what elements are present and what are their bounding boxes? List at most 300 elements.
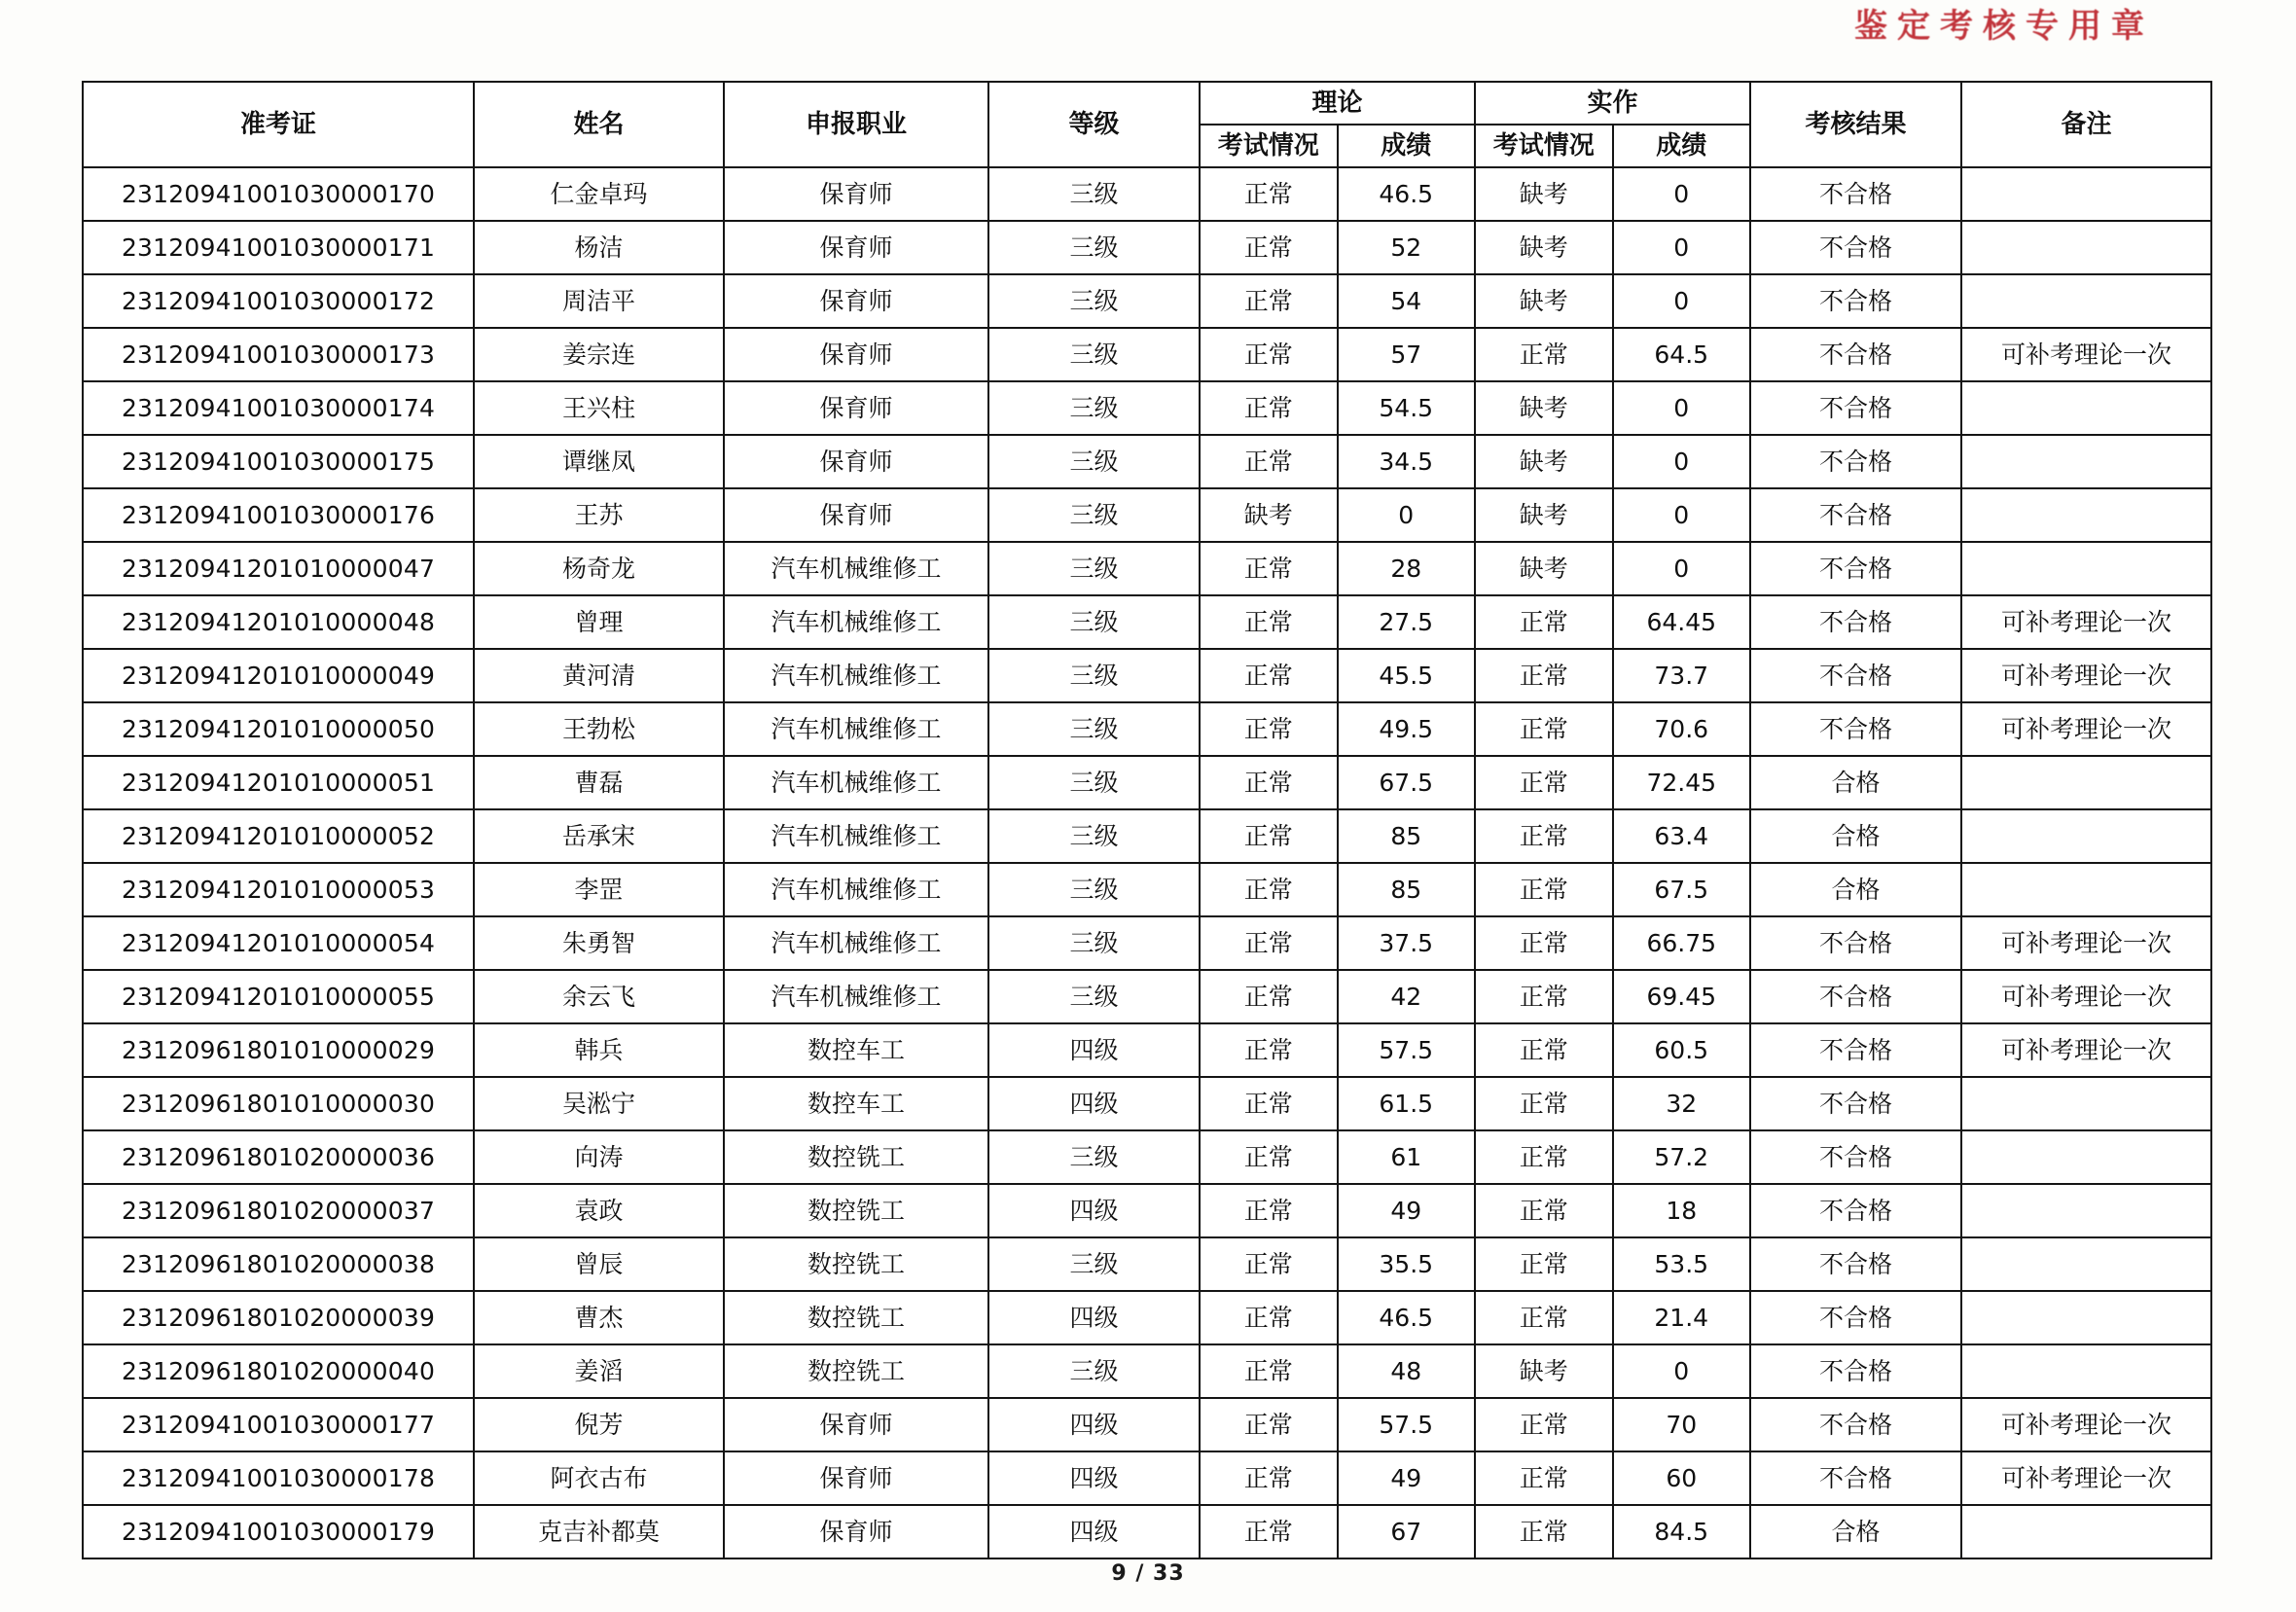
cell-remark: 可补考理论一次 bbox=[1961, 970, 2211, 1023]
table-row bbox=[83, 863, 2211, 916]
cell-practice-score: 18 bbox=[1613, 1184, 1751, 1237]
cell-name: 杨洁 bbox=[474, 221, 724, 274]
cell-practice-score: 60.5 bbox=[1613, 1023, 1751, 1077]
cell-practice-status: 缺考 bbox=[1475, 381, 1613, 435]
cell-remark bbox=[1961, 1291, 2211, 1344]
table-row bbox=[83, 274, 2211, 328]
cell-level: 三级 bbox=[988, 221, 1200, 274]
cell-practice-status: 正常 bbox=[1475, 328, 1613, 381]
cell-theory-score: 42 bbox=[1338, 970, 1476, 1023]
cell-level: 三级 bbox=[988, 809, 1200, 863]
table-row bbox=[83, 756, 2211, 809]
cell-practice-score: 67.5 bbox=[1613, 863, 1751, 916]
cell-theory-score: 61 bbox=[1338, 1130, 1476, 1184]
cell-theory-score: 28 bbox=[1338, 542, 1476, 595]
table-row bbox=[83, 328, 2211, 381]
cell-result: 不合格 bbox=[1750, 1023, 1961, 1077]
cell-occupation: 数控铣工 bbox=[724, 1130, 988, 1184]
cell-theory-status: 正常 bbox=[1200, 167, 1338, 221]
cell-occupation: 汽车机械维修工 bbox=[724, 916, 988, 970]
cell-theory-status: 正常 bbox=[1200, 542, 1338, 595]
cell-admit-card: 23120941201010000052 bbox=[83, 809, 474, 863]
header-name: 姓名 bbox=[474, 82, 724, 167]
cell-theory-score: 46.5 bbox=[1338, 1291, 1476, 1344]
cell-admit-card: 23120941001030000174 bbox=[83, 381, 474, 435]
cell-level: 三级 bbox=[988, 167, 1200, 221]
header-practice-score: 成绩 bbox=[1613, 125, 1751, 167]
cell-name: 黄河清 bbox=[474, 649, 724, 702]
cell-admit-card: 23120941201010000049 bbox=[83, 649, 474, 702]
cell-remark: 可补考理论一次 bbox=[1961, 595, 2211, 649]
cell-remark: 可补考理论一次 bbox=[1961, 702, 2211, 756]
cell-level: 四级 bbox=[988, 1451, 1200, 1505]
cell-practice-status: 正常 bbox=[1475, 1451, 1613, 1505]
cell-practice-status: 缺考 bbox=[1475, 274, 1613, 328]
cell-practice-score: 73.7 bbox=[1613, 649, 1751, 702]
cell-remark: 可补考理论一次 bbox=[1961, 916, 2211, 970]
cell-level: 三级 bbox=[988, 328, 1200, 381]
cell-admit-card: 23120961801020000037 bbox=[83, 1184, 474, 1237]
cell-name: 袁政 bbox=[474, 1184, 724, 1237]
cell-theory-score: 49.5 bbox=[1338, 702, 1476, 756]
cell-occupation: 保育师 bbox=[724, 381, 988, 435]
cell-practice-status: 正常 bbox=[1475, 1237, 1613, 1291]
cell-name: 王兴柱 bbox=[474, 381, 724, 435]
cell-practice-status: 正常 bbox=[1475, 1291, 1613, 1344]
cell-practice-status: 缺考 bbox=[1475, 542, 1613, 595]
table-row bbox=[83, 1291, 2211, 1344]
table-row bbox=[83, 435, 2211, 488]
table-row bbox=[83, 542, 2211, 595]
cell-result: 不合格 bbox=[1750, 1130, 1961, 1184]
cell-theory-score: 49 bbox=[1338, 1451, 1476, 1505]
red-seal-stamp: 鉴定考核专用章 bbox=[1854, 7, 2154, 46]
cell-practice-score: 0 bbox=[1613, 1344, 1751, 1398]
cell-name: 岳承宋 bbox=[474, 809, 724, 863]
cell-admit-card: 23120941001030000176 bbox=[83, 488, 474, 542]
cell-practice-score: 64.45 bbox=[1613, 595, 1751, 649]
cell-theory-status: 正常 bbox=[1200, 221, 1338, 274]
cell-level: 三级 bbox=[988, 649, 1200, 702]
cell-occupation: 汽车机械维修工 bbox=[724, 702, 988, 756]
cell-practice-status: 正常 bbox=[1475, 1184, 1613, 1237]
cell-name: 曾理 bbox=[474, 595, 724, 649]
cell-theory-score: 57.5 bbox=[1338, 1023, 1476, 1077]
cell-theory-status: 正常 bbox=[1200, 381, 1338, 435]
cell-practice-score: 0 bbox=[1613, 542, 1751, 595]
cell-occupation: 汽车机械维修工 bbox=[724, 649, 988, 702]
cell-occupation: 保育师 bbox=[724, 167, 988, 221]
cell-name: 阿衣古布 bbox=[474, 1451, 724, 1505]
cell-level: 三级 bbox=[988, 595, 1200, 649]
cell-result: 不合格 bbox=[1750, 702, 1961, 756]
table-row bbox=[83, 488, 2211, 542]
page-footer: 9 / 33 bbox=[1111, 1561, 1185, 1586]
table-row bbox=[83, 809, 2211, 863]
cell-theory-status: 正常 bbox=[1200, 916, 1338, 970]
table-row bbox=[83, 702, 2211, 756]
cell-occupation: 保育师 bbox=[724, 1398, 988, 1451]
cell-result: 不合格 bbox=[1750, 274, 1961, 328]
cell-theory-status: 正常 bbox=[1200, 756, 1338, 809]
cell-admit-card: 23120941001030000177 bbox=[83, 1398, 474, 1451]
header-practice-status: 考试情况 bbox=[1475, 125, 1613, 167]
cell-admit-card: 23120941001030000170 bbox=[83, 167, 474, 221]
table-row bbox=[83, 1505, 2211, 1558]
cell-remark bbox=[1961, 1237, 2211, 1291]
cell-occupation: 数控铣工 bbox=[724, 1184, 988, 1237]
cell-level: 三级 bbox=[988, 1344, 1200, 1398]
cell-practice-status: 正常 bbox=[1475, 649, 1613, 702]
cell-theory-status: 正常 bbox=[1200, 1023, 1338, 1077]
cell-name: 倪芳 bbox=[474, 1398, 724, 1451]
cell-theory-status: 正常 bbox=[1200, 595, 1338, 649]
cell-remark bbox=[1961, 274, 2211, 328]
cell-occupation: 数控车工 bbox=[724, 1023, 988, 1077]
cell-level: 三级 bbox=[988, 756, 1200, 809]
cell-level: 四级 bbox=[988, 1184, 1200, 1237]
cell-practice-status: 正常 bbox=[1475, 595, 1613, 649]
cell-occupation: 数控车工 bbox=[724, 1077, 988, 1130]
cell-name: 克吉补都莫 bbox=[474, 1505, 724, 1558]
cell-theory-score: 85 bbox=[1338, 809, 1476, 863]
cell-result: 不合格 bbox=[1750, 649, 1961, 702]
cell-remark bbox=[1961, 221, 2211, 274]
cell-theory-score: 34.5 bbox=[1338, 435, 1476, 488]
cell-name: 曾辰 bbox=[474, 1237, 724, 1291]
cell-admit-card: 23120941001030000171 bbox=[83, 221, 474, 274]
cell-practice-score: 53.5 bbox=[1613, 1237, 1751, 1291]
cell-occupation: 保育师 bbox=[724, 435, 988, 488]
cell-name: 曹杰 bbox=[474, 1291, 724, 1344]
cell-result: 不合格 bbox=[1750, 1184, 1961, 1237]
cell-practice-score: 63.4 bbox=[1613, 809, 1751, 863]
cell-practice-score: 0 bbox=[1613, 381, 1751, 435]
cell-result: 不合格 bbox=[1750, 328, 1961, 381]
table-row bbox=[83, 1023, 2211, 1077]
cell-practice-status: 正常 bbox=[1475, 1023, 1613, 1077]
cell-admit-card: 23120961801010000030 bbox=[83, 1077, 474, 1130]
cell-practice-status: 正常 bbox=[1475, 809, 1613, 863]
cell-practice-status: 缺考 bbox=[1475, 167, 1613, 221]
cell-admit-card: 23120961801020000040 bbox=[83, 1344, 474, 1398]
cell-admit-card: 23120961801020000039 bbox=[83, 1291, 474, 1344]
cell-result: 合格 bbox=[1750, 863, 1961, 916]
cell-theory-status: 正常 bbox=[1200, 1398, 1338, 1451]
cell-remark: 可补考理论一次 bbox=[1961, 1451, 2211, 1505]
cell-level: 四级 bbox=[988, 1505, 1200, 1558]
cell-theory-score: 45.5 bbox=[1338, 649, 1476, 702]
cell-admit-card: 23120941201010000054 bbox=[83, 916, 474, 970]
cell-result: 不合格 bbox=[1750, 1077, 1961, 1130]
cell-theory-status: 正常 bbox=[1200, 435, 1338, 488]
cell-remark bbox=[1961, 1344, 2211, 1398]
cell-occupation: 汽车机械维修工 bbox=[724, 542, 988, 595]
header-occupation: 申报职业 bbox=[724, 82, 988, 167]
cell-theory-status: 正常 bbox=[1200, 1184, 1338, 1237]
cell-level: 三级 bbox=[988, 435, 1200, 488]
cell-name: 李罡 bbox=[474, 863, 724, 916]
cell-remark bbox=[1961, 381, 2211, 435]
cell-level: 三级 bbox=[988, 1130, 1200, 1184]
table-body bbox=[83, 167, 2211, 1558]
cell-name: 周洁平 bbox=[474, 274, 724, 328]
cell-result: 不合格 bbox=[1750, 595, 1961, 649]
table-row bbox=[83, 1077, 2211, 1130]
table-row bbox=[83, 595, 2211, 649]
cell-admit-card: 23120941201010000050 bbox=[83, 702, 474, 756]
cell-result: 不合格 bbox=[1750, 435, 1961, 488]
cell-occupation: 汽车机械维修工 bbox=[724, 595, 988, 649]
cell-admit-card: 23120941001030000173 bbox=[83, 328, 474, 381]
cell-theory-score: 46.5 bbox=[1338, 167, 1476, 221]
cell-theory-score: 67.5 bbox=[1338, 756, 1476, 809]
cell-admit-card: 23120941001030000178 bbox=[83, 1451, 474, 1505]
cell-theory-status: 正常 bbox=[1200, 328, 1338, 381]
table-header-row-1 bbox=[83, 82, 2211, 125]
table-row bbox=[83, 1398, 2211, 1451]
header-level: 等级 bbox=[988, 82, 1200, 167]
cell-name: 仁金卓玛 bbox=[474, 167, 724, 221]
cell-result: 不合格 bbox=[1750, 916, 1961, 970]
cell-practice-status: 正常 bbox=[1475, 1077, 1613, 1130]
header-result: 考核结果 bbox=[1750, 82, 1961, 167]
cell-name: 杨奇龙 bbox=[474, 542, 724, 595]
cell-practice-status: 正常 bbox=[1475, 1505, 1613, 1558]
results-table-container bbox=[82, 81, 2212, 1559]
cell-level: 三级 bbox=[988, 1237, 1200, 1291]
cell-remark bbox=[1961, 809, 2211, 863]
cell-level: 四级 bbox=[988, 1077, 1200, 1130]
cell-theory-status: 正常 bbox=[1200, 863, 1338, 916]
cell-theory-status: 正常 bbox=[1200, 274, 1338, 328]
cell-theory-score: 52 bbox=[1338, 221, 1476, 274]
cell-level: 三级 bbox=[988, 542, 1200, 595]
cell-practice-status: 正常 bbox=[1475, 1398, 1613, 1451]
cell-level: 三级 bbox=[988, 381, 1200, 435]
cell-name: 吴淞宁 bbox=[474, 1077, 724, 1130]
cell-occupation: 汽车机械维修工 bbox=[724, 809, 988, 863]
cell-occupation: 汽车机械维修工 bbox=[724, 863, 988, 916]
cell-name: 姜滔 bbox=[474, 1344, 724, 1398]
cell-level: 三级 bbox=[988, 702, 1200, 756]
cell-theory-status: 正常 bbox=[1200, 1130, 1338, 1184]
cell-level: 三级 bbox=[988, 274, 1200, 328]
table-row bbox=[83, 1237, 2211, 1291]
cell-name: 向涛 bbox=[474, 1130, 724, 1184]
cell-occupation: 保育师 bbox=[724, 488, 988, 542]
cell-result: 不合格 bbox=[1750, 488, 1961, 542]
cell-occupation: 汽车机械维修工 bbox=[724, 970, 988, 1023]
cell-practice-score: 64.5 bbox=[1613, 328, 1751, 381]
cell-result: 不合格 bbox=[1750, 1344, 1961, 1398]
cell-practice-status: 正常 bbox=[1475, 863, 1613, 916]
cell-practice-score: 66.75 bbox=[1613, 916, 1751, 970]
table-row bbox=[83, 381, 2211, 435]
table-header bbox=[83, 82, 2211, 167]
cell-remark bbox=[1961, 167, 2211, 221]
cell-remark bbox=[1961, 863, 2211, 916]
cell-practice-status: 缺考 bbox=[1475, 1344, 1613, 1398]
cell-result: 不合格 bbox=[1750, 381, 1961, 435]
cell-result: 不合格 bbox=[1750, 221, 1961, 274]
cell-theory-score: 48 bbox=[1338, 1344, 1476, 1398]
cell-theory-score: 61.5 bbox=[1338, 1077, 1476, 1130]
cell-theory-score: 0 bbox=[1338, 488, 1476, 542]
cell-occupation: 汽车机械维修工 bbox=[724, 756, 988, 809]
cell-level: 三级 bbox=[988, 488, 1200, 542]
cell-admit-card: 23120941201010000048 bbox=[83, 595, 474, 649]
table-row bbox=[83, 1451, 2211, 1505]
cell-practice-score: 32 bbox=[1613, 1077, 1751, 1130]
cell-theory-status: 正常 bbox=[1200, 970, 1338, 1023]
cell-remark bbox=[1961, 1130, 2211, 1184]
cell-theory-score: 35.5 bbox=[1338, 1237, 1476, 1291]
cell-practice-score: 0 bbox=[1613, 488, 1751, 542]
header-admit-card: 准考证 bbox=[83, 82, 474, 167]
cell-result: 合格 bbox=[1750, 756, 1961, 809]
cell-remark: 可补考理论一次 bbox=[1961, 1023, 2211, 1077]
cell-admit-card: 23120941001030000172 bbox=[83, 274, 474, 328]
cell-occupation: 保育师 bbox=[724, 328, 988, 381]
header-theory: 理论 bbox=[1200, 82, 1475, 125]
cell-practice-status: 正常 bbox=[1475, 756, 1613, 809]
cell-result: 不合格 bbox=[1750, 1451, 1961, 1505]
cell-remark bbox=[1961, 756, 2211, 809]
cell-admit-card: 23120961801020000038 bbox=[83, 1237, 474, 1291]
cell-theory-score: 27.5 bbox=[1338, 595, 1476, 649]
cell-practice-score: 21.4 bbox=[1613, 1291, 1751, 1344]
cell-practice-status: 缺考 bbox=[1475, 488, 1613, 542]
cell-theory-status: 正常 bbox=[1200, 1451, 1338, 1505]
cell-admit-card: 23120941001030000179 bbox=[83, 1505, 474, 1558]
cell-theory-score: 49 bbox=[1338, 1184, 1476, 1237]
cell-practice-score: 69.45 bbox=[1613, 970, 1751, 1023]
cell-name: 王苏 bbox=[474, 488, 724, 542]
header-remark: 备注 bbox=[1961, 82, 2211, 167]
cell-theory-status: 正常 bbox=[1200, 702, 1338, 756]
cell-level: 三级 bbox=[988, 916, 1200, 970]
cell-level: 三级 bbox=[988, 863, 1200, 916]
cell-occupation: 保育师 bbox=[724, 1451, 988, 1505]
header-practice: 实作 bbox=[1475, 82, 1750, 125]
cell-practice-score: 70.6 bbox=[1613, 702, 1751, 756]
cell-theory-status: 正常 bbox=[1200, 1344, 1338, 1398]
cell-admit-card: 23120941201010000051 bbox=[83, 756, 474, 809]
cell-practice-status: 缺考 bbox=[1475, 435, 1613, 488]
cell-remark bbox=[1961, 435, 2211, 488]
cell-remark: 可补考理论一次 bbox=[1961, 1398, 2211, 1451]
table-row bbox=[83, 916, 2211, 970]
cell-theory-status: 缺考 bbox=[1200, 488, 1338, 542]
cell-occupation: 保育师 bbox=[724, 1505, 988, 1558]
table-row bbox=[83, 970, 2211, 1023]
cell-admit-card: 23120941201010000053 bbox=[83, 863, 474, 916]
table-row bbox=[83, 649, 2211, 702]
cell-admit-card: 23120961801020000036 bbox=[83, 1130, 474, 1184]
header-theory-score: 成绩 bbox=[1338, 125, 1476, 167]
cell-name: 姜宗连 bbox=[474, 328, 724, 381]
cell-theory-score: 85 bbox=[1338, 863, 1476, 916]
cell-result: 合格 bbox=[1750, 809, 1961, 863]
cell-remark bbox=[1961, 1184, 2211, 1237]
cell-result: 不合格 bbox=[1750, 167, 1961, 221]
cell-occupation: 数控铣工 bbox=[724, 1237, 988, 1291]
cell-remark bbox=[1961, 1505, 2211, 1558]
cell-practice-score: 0 bbox=[1613, 435, 1751, 488]
cell-admit-card: 23120941201010000047 bbox=[83, 542, 474, 595]
cell-theory-status: 正常 bbox=[1200, 1237, 1338, 1291]
cell-theory-status: 正常 bbox=[1200, 1505, 1338, 1558]
cell-result: 不合格 bbox=[1750, 1237, 1961, 1291]
cell-admit-card: 23120941201010000055 bbox=[83, 970, 474, 1023]
cell-admit-card: 23120941001030000175 bbox=[83, 435, 474, 488]
cell-practice-score: 57.2 bbox=[1613, 1130, 1751, 1184]
cell-admit-card: 23120961801010000029 bbox=[83, 1023, 474, 1077]
table-row bbox=[83, 221, 2211, 274]
cell-practice-status: 缺考 bbox=[1475, 221, 1613, 274]
cell-level: 四级 bbox=[988, 1023, 1200, 1077]
table-row bbox=[83, 1130, 2211, 1184]
cell-remark: 可补考理论一次 bbox=[1961, 649, 2211, 702]
cell-practice-score: 0 bbox=[1613, 167, 1751, 221]
cell-occupation: 数控铣工 bbox=[724, 1344, 988, 1398]
cell-remark: 可补考理论一次 bbox=[1961, 328, 2211, 381]
cell-occupation: 保育师 bbox=[724, 221, 988, 274]
cell-practice-score: 72.45 bbox=[1613, 756, 1751, 809]
cell-practice-score: 0 bbox=[1613, 274, 1751, 328]
cell-theory-score: 54.5 bbox=[1338, 381, 1476, 435]
cell-result: 不合格 bbox=[1750, 970, 1961, 1023]
cell-result: 不合格 bbox=[1750, 542, 1961, 595]
cell-theory-status: 正常 bbox=[1200, 1291, 1338, 1344]
cell-result: 不合格 bbox=[1750, 1291, 1961, 1344]
cell-level: 四级 bbox=[988, 1291, 1200, 1344]
cell-remark bbox=[1961, 542, 2211, 595]
cell-name: 余云飞 bbox=[474, 970, 724, 1023]
cell-practice-status: 正常 bbox=[1475, 970, 1613, 1023]
cell-name: 谭继凤 bbox=[474, 435, 724, 488]
cell-theory-score: 67 bbox=[1338, 1505, 1476, 1558]
cell-theory-score: 37.5 bbox=[1338, 916, 1476, 970]
cell-theory-status: 正常 bbox=[1200, 649, 1338, 702]
header-theory-status: 考试情况 bbox=[1200, 125, 1338, 167]
cell-practice-score: 0 bbox=[1613, 221, 1751, 274]
cell-result: 不合格 bbox=[1750, 1398, 1961, 1451]
cell-practice-status: 正常 bbox=[1475, 1130, 1613, 1184]
cell-theory-score: 57.5 bbox=[1338, 1398, 1476, 1451]
cell-result: 合格 bbox=[1750, 1505, 1961, 1558]
cell-level: 四级 bbox=[988, 1398, 1200, 1451]
table-row bbox=[83, 1344, 2211, 1398]
cell-occupation: 保育师 bbox=[724, 274, 988, 328]
cell-name: 朱勇智 bbox=[474, 916, 724, 970]
cell-theory-status: 正常 bbox=[1200, 1077, 1338, 1130]
cell-practice-status: 正常 bbox=[1475, 702, 1613, 756]
cell-name: 曹磊 bbox=[474, 756, 724, 809]
table-row bbox=[83, 167, 2211, 221]
table-row bbox=[83, 1184, 2211, 1237]
cell-name: 王勃松 bbox=[474, 702, 724, 756]
cell-occupation: 数控铣工 bbox=[724, 1291, 988, 1344]
cell-name: 韩兵 bbox=[474, 1023, 724, 1077]
cell-practice-score: 84.5 bbox=[1613, 1505, 1751, 1558]
cell-theory-score: 54 bbox=[1338, 274, 1476, 328]
cell-practice-score: 70 bbox=[1613, 1398, 1751, 1451]
results-table bbox=[82, 81, 2212, 1559]
cell-practice-score: 60 bbox=[1613, 1451, 1751, 1505]
cell-theory-status: 正常 bbox=[1200, 809, 1338, 863]
